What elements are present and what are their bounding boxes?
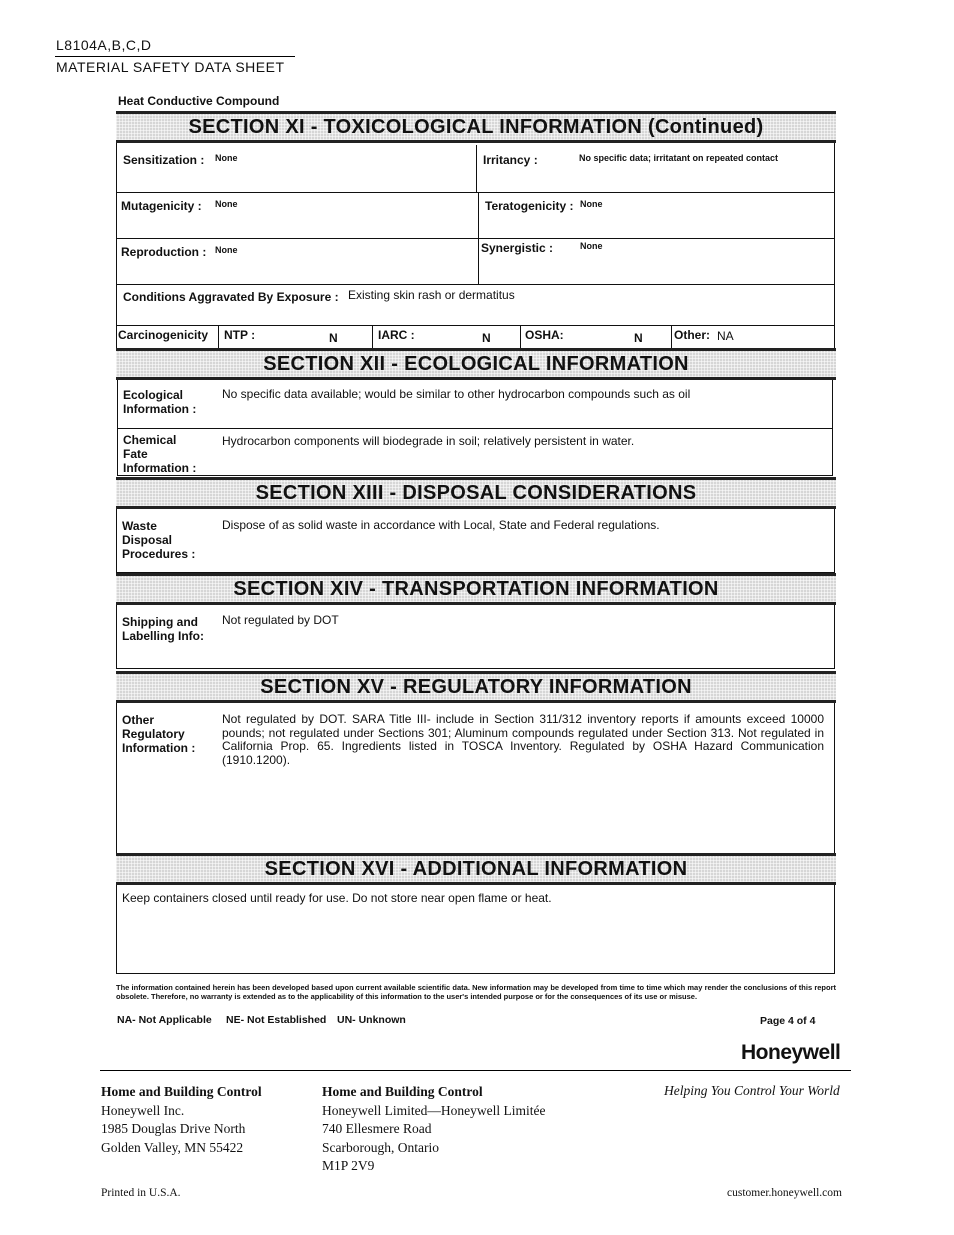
us-address-line: 1985 Douglas Drive North	[101, 1121, 246, 1137]
website-link[interactable]: customer.honeywell.com	[727, 1187, 842, 1199]
section-13-header	[116, 477, 836, 509]
ntp-label: NTP :	[224, 328, 256, 342]
ntp-value: N	[329, 331, 338, 345]
section-14-header	[116, 573, 836, 605]
honeywell-logo: Honeywell	[741, 1041, 841, 1064]
teratogenicity-label: Teratogenicity :	[485, 199, 574, 213]
synergistic-label: Synergistic :	[481, 241, 554, 255]
canada-address-line: Scarborough, Ontario	[322, 1139, 439, 1155]
teratogenicity-value: None	[580, 199, 603, 209]
fate-label-1: Chemical	[123, 433, 177, 447]
mutagenicity-value: None	[215, 199, 238, 209]
sensitization-value: None	[215, 153, 238, 163]
section-12-header	[116, 348, 836, 380]
section-14-title: SECTION XIV - TRANSPORTATION INFORMATION	[233, 577, 719, 600]
disclaimer: The information contained herein has been developed based upon current available scientific data. New information may be developed from time to time which may render the conclusions of this report obsolete. Therefore, no warranty is extended as to the applicability of this information to the user's intended purpose or for the consequences of its use or misuse.	[116, 983, 836, 1001]
shipping-label-1: Shipping and	[122, 615, 198, 629]
iarc-value: N	[482, 331, 491, 345]
waste-label-2: Disposal	[122, 533, 173, 547]
divider	[116, 325, 835, 326]
us-address-line: Honeywell Inc.	[101, 1102, 185, 1118]
fate-label-3: Information :	[123, 461, 197, 475]
other-value: NA	[717, 329, 734, 343]
fate-label-2: Fate	[123, 447, 148, 461]
divider	[116, 238, 835, 239]
product-name: Heat Conductive Compound	[118, 94, 280, 108]
us-address-heading: Home and Building Control	[101, 1084, 262, 1099]
canada-address-line: M1P 2V9	[322, 1158, 375, 1174]
osha-label: OSHA:	[525, 328, 564, 342]
waste-label-3: Procedures :	[122, 547, 196, 561]
iarc-label: IARC :	[378, 328, 415, 342]
divider	[116, 284, 835, 285]
canada-address-line: 740 Ellesmere Road	[322, 1121, 432, 1137]
irritancy-label: Irritancy :	[483, 153, 538, 167]
abbrev-un: UN- Unknown	[337, 1014, 406, 1026]
divider	[520, 325, 521, 349]
regulatory-label-1: Other	[122, 713, 155, 727]
carcinogenicity-label: Carcinogenicity	[118, 328, 209, 342]
section-11-header	[116, 111, 836, 143]
sensitization-label: Sensitization :	[123, 153, 205, 167]
fate-value: Hydrocarbon components will biodegrade in soil; relatively persistent in water.	[222, 434, 635, 448]
us-address	[101, 1083, 262, 1157]
osha-value: N	[634, 331, 643, 345]
shipping-value: Not regulated by DOT	[222, 613, 339, 627]
page-number: Page 4 of 4	[760, 1015, 816, 1027]
document-id: L8104A,B,C,D	[56, 37, 152, 53]
regulatory-value: Not regulated by DOT. SARA Title III- include in Section 311/312 inventory reports if amounts exceed 10000 pounds; not regulated under Sections 301; Aluminum compounds regulated under Section 313. Not regulated in California Prop. 65. Ingredients listed in TOSCA Inventory. Regulated by OSHA Hazard Communication (1910.1200).	[222, 712, 824, 767]
mutagenicity-label: Mutagenicity :	[121, 199, 202, 213]
divider	[117, 428, 833, 429]
conditions-label: Conditions Aggravated By Exposure :	[123, 290, 339, 304]
regulatory-label-2: Regulatory	[122, 727, 185, 741]
section-11-title: SECTION XI - TOXICOLOGICAL INFORMATION (Continued)	[188, 115, 764, 138]
ecological-label-1: Ecological	[123, 388, 184, 402]
divider	[478, 192, 479, 284]
waste-label-1: Waste	[122, 519, 157, 533]
canada-address	[322, 1083, 545, 1176]
ecological-label-2: Information :	[123, 402, 197, 416]
ecological-value: No specific data available; would be similar to other hydrocarbon compounds such as oil	[222, 387, 691, 401]
slogan: Helping You Control Your World	[664, 1083, 840, 1098]
canada-address-heading: Home and Building Control	[322, 1084, 483, 1099]
section-12-title: SECTION XII - ECOLOGICAL INFORMATION	[263, 352, 689, 375]
additional-value: Keep containers closed until ready for use. Do not store near open flame or heat.	[122, 891, 552, 905]
canada-address-line: Honeywell Limited—Honeywell Limitée	[322, 1102, 546, 1118]
section-15-title: SECTION XV - REGULATORY INFORMATION	[260, 675, 692, 698]
header-rule	[55, 56, 295, 57]
abbrev-ne: NE- Not Established	[226, 1014, 327, 1026]
conditions-value: Existing skin rash or dermatitus	[348, 288, 515, 302]
divider	[476, 145, 477, 192]
section-16-header	[116, 853, 836, 885]
waste-value: Dispose of as solid waste in accordance with Local, State and Federal regulations.	[222, 518, 660, 532]
abbrev-na: NA- Not Applicable	[117, 1014, 212, 1026]
document-type: MATERIAL SAFETY DATA SHEET	[56, 59, 285, 75]
regulatory-label-3: Information :	[122, 741, 196, 755]
section-13-title: SECTION XIII - DISPOSAL CONSIDERATIONS	[255, 481, 697, 504]
footer-rule	[100, 1070, 851, 1071]
irritancy-value: No specific data; irritatant on repeated contact	[579, 153, 779, 163]
other-label: Other:	[674, 328, 710, 342]
printed-in: Printed in U.S.A.	[101, 1187, 181, 1199]
reproduction-label: Reproduction :	[121, 245, 207, 259]
synergistic-value: None	[580, 241, 603, 251]
divider	[116, 192, 835, 193]
divider	[218, 325, 219, 349]
us-address-line: Golden Valley, MN 55422	[101, 1139, 244, 1155]
divider	[372, 325, 373, 349]
reproduction-value: None	[215, 245, 238, 255]
section-15-header	[116, 671, 836, 703]
section-16-title: SECTION XVI - ADDITIONAL INFORMATION	[264, 857, 688, 880]
shipping-label-2: Labelling Info:	[122, 629, 204, 643]
divider	[671, 325, 672, 349]
